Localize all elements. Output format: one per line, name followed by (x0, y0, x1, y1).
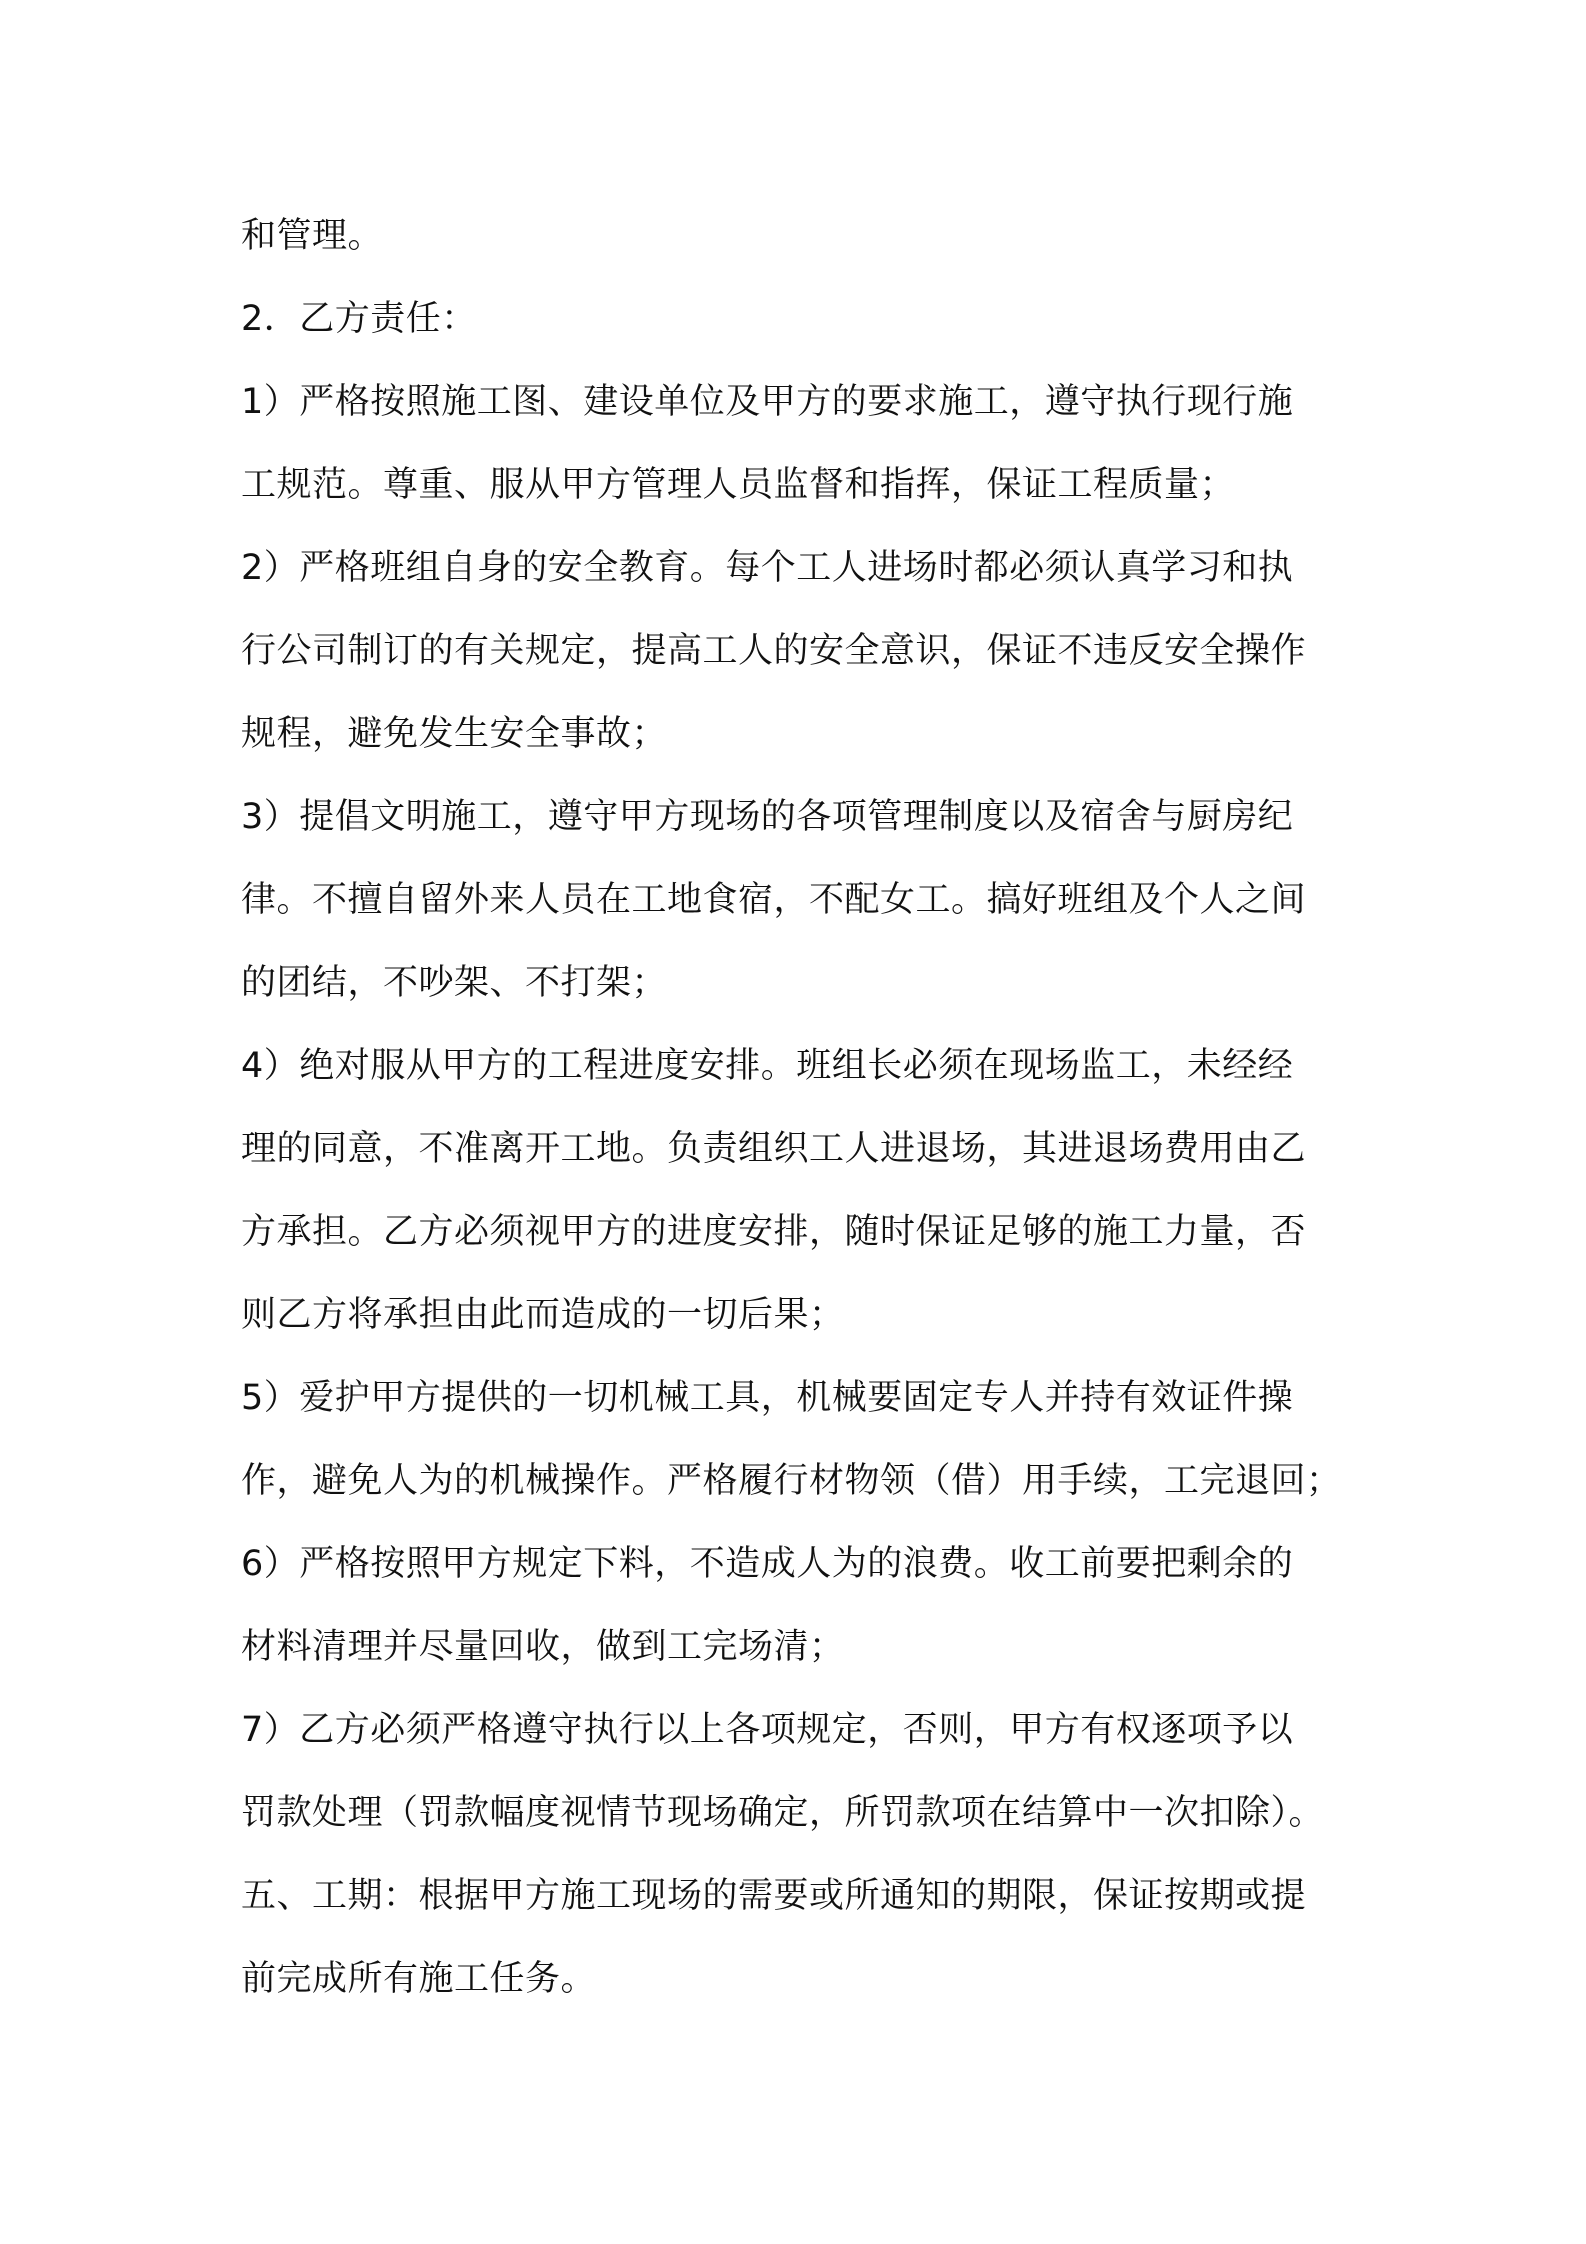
paragraph-line: 2）严格班组自身的安全教育。每个工人进场时都必须认真学习和执 (241, 548, 1294, 588)
paragraph-line: 罚款处理（罚款幅度视情节现场确定，所罚款项在结算中一次扣除）。 (241, 1793, 1325, 1833)
paragraph-line: 作，避免人为的机械操作。严格履行材物领（借）用手续，工完退回； (241, 1461, 1342, 1501)
section-heading-construction-period: 五、工期：根据甲方施工现场的需要或所通知的期限，保证按期或提 (241, 1876, 1307, 1916)
paragraph-line: 工规范。尊重、服从甲方管理人员监督和指挥，保证工程质量； (241, 465, 1236, 505)
paragraph-line: 理的同意，不准离开工地。负责组织工人进退场，其进退场费用由乙 (241, 1129, 1307, 1169)
paragraph-line: 和管理。 (241, 216, 384, 256)
paragraph-line: 的团结，不吵架、不打架； (241, 963, 668, 1003)
paragraph-line: 1）严格按照施工图、建设单位及甲方的要求施工，遵守执行现行施 (241, 382, 1294, 422)
document-body (241, 195, 1361, 2021)
paragraph-line: 前完成所有施工任务。 (241, 1959, 597, 1999)
paragraph-line: 则乙方将承担由此而造成的一切后果； (241, 1295, 845, 1335)
paragraph-line: 行公司制订的有关规定，提高工人的安全意识，保证不违反安全操作 (241, 631, 1307, 671)
paragraph-line: 方承担。乙方必须视甲方的进度安排，随时保证足够的施工力量，否 (241, 1212, 1307, 1252)
paragraph-line: 6）严格按照甲方规定下料，不造成人为的浪费。收工前要把剩余的 (241, 1544, 1294, 1584)
paragraph-line: 规程，避免发生安全事故； (241, 714, 668, 754)
paragraph-line: 律。不擅自留外来人员在工地食宿，不配女工。搞好班组及个人之间 (241, 880, 1307, 920)
paragraph-line: 3）提倡文明施工，遵守甲方现场的各项管理制度以及宿舍与厨房纪 (241, 797, 1294, 837)
paragraph-line: 4）绝对服从甲方的工程进度安排。班组长必须在现场监工，未经经 (241, 1046, 1294, 1086)
paragraph-line: 5）爱护甲方提供的一切机械工具，机械要固定专人并持有效证件操 (241, 1378, 1294, 1418)
section-heading-party-b-responsibility: 2．乙方责任： (241, 299, 477, 339)
paragraph-line: 7）乙方必须严格遵守执行以上各项规定，否则，甲方有权逐项予以 (241, 1710, 1294, 1750)
paragraph-line: 材料清理并尽量回收，做到工完场清； (241, 1627, 845, 1667)
